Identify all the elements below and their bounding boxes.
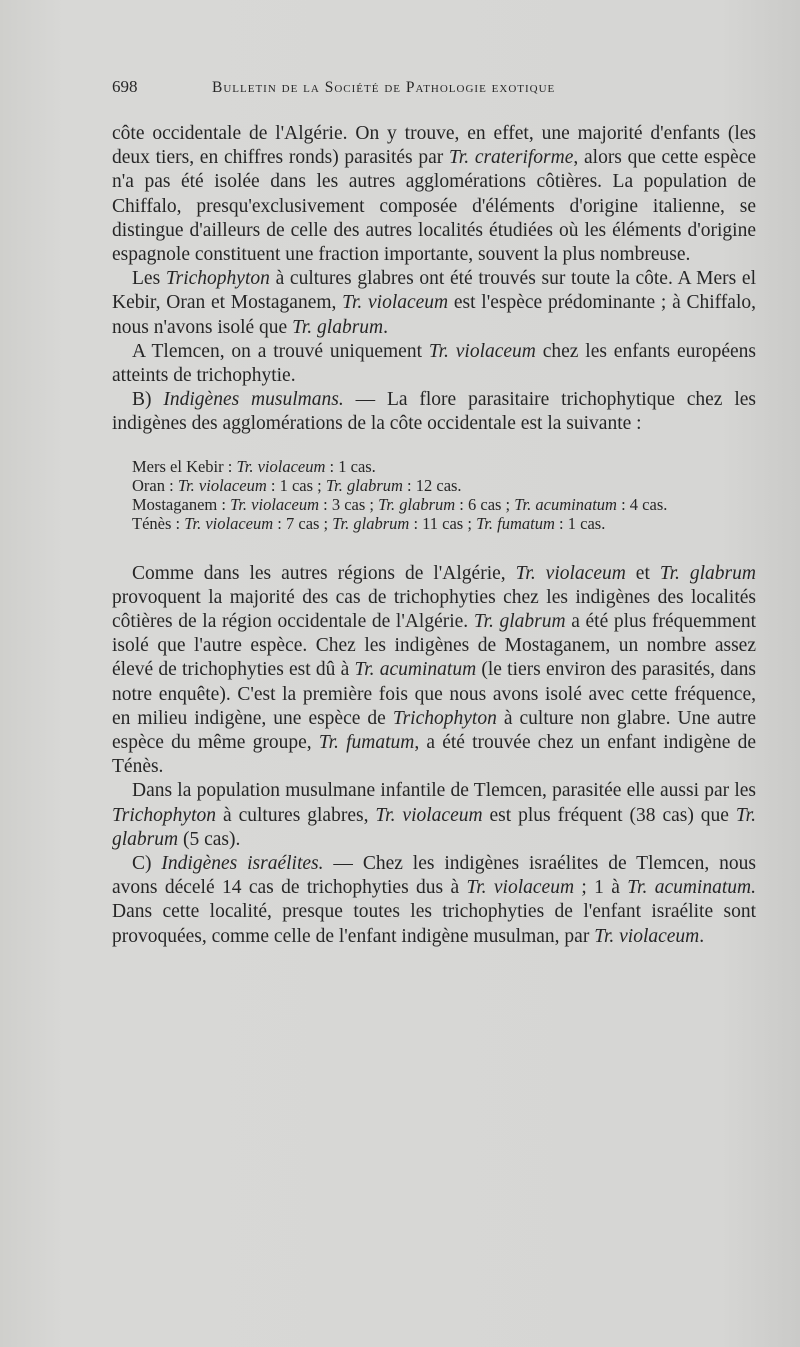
- paragraph-glabrous-cultures: Les Trichophyton à cultures glabres ont été trouvés sur toute la côte. A Mers el Kebir, Oran et Mostaganem, Tr. violaceum est l'espèce prédominante ; à Chiffalo, nous n'avons isolé que Tr. glabrum.: [112, 268, 757, 338]
- case-list: [112, 457, 756, 533]
- article-body: [112, 122, 756, 949]
- page-header: [112, 77, 692, 101]
- paragraph-muslim-natives: B) Indigènes musulmans. — La flore parasitaire trichophytique chez les indigènes des agglomérations de la côte occidentale est la suivante :: [112, 389, 756, 435]
- case-item-tenes: Ténès : Tr. violaceum : 7 cas ; Tr. glabrum : 11 cas ; Tr. fumatum : 1 cas.: [132, 513, 606, 533]
- case-item-mers-el-kebir: Mers el Kebir : Tr. violaceum : 1 cas.: [132, 456, 376, 476]
- paragraph-tlemcen-muslims: Dans la population musulmane infantile de Tlemcen, parasitée elle aussi par les Trichophyton à cultures glabres, Tr. violaceum est plus fréquent (38 cas) que Tr. glabrum (5 cas).: [112, 780, 756, 850]
- case-item-mostaganem: Mostaganem : Tr. violaceum : 3 cas ; Tr. glabrum : 6 cas ; Tr. acuminatum : 4 cas.: [132, 494, 668, 514]
- running-title: Bulletin de la Société de Pathologie exotique: [212, 79, 556, 96]
- paragraph-coastal-natives: Comme dans les autres régions de l'Algérie, Tr. violaceum et Tr. glabrum provoquent la majorité des cas de trichophyties chez les indigènes des localités côtières de la région occidentale de l'Algérie. Tr. glabrum a été plus fréquemment isolé que l'autre espèce. Chez les indigènes de Mostaganem, un nombre assez élevé de trichophyties est dû à Tr. acuminatum (le tiers environ des parasités, dans notre enquête). C'est la première fois que nous avons isolé avec cette fréquence, en milieu indigène, une espèce de Trichophyton à culture non glabre. Une autre espèce du même groupe, Tr. fumatum, a été trouvée chez un enfant indigène de Ténès.: [112, 562, 757, 778]
- paragraph-tlemcen-europeans: A Tlemcen, on a trouvé uniquement Tr. violaceum chez les enfants européens atteints de trichophytie.: [112, 340, 756, 387]
- page-number: 698: [112, 77, 138, 96]
- paragraph-continuation: côte occidentale de l'Algérie. On y trouve, en effet, une majorité d'enfants (les deux tiers, en chiffres ronds) parasités par Tr. crateriforme, alors que cette espèce n'a pas été isolée dans les autres agglomérations côtières. La population de Chiffalo, presqu'exclusivement composée d'éléments d'origine italienne, se distingue d'ailleurs de celle des autres localités étudiées où les éléments d'origine espagnole constituent une fraction importante, souvent la plus nombreuse.: [112, 123, 757, 266]
- paragraph-israelite-natives: C) Indigènes israélites. — Chez les indigènes israélites de Tlemcen, nous avons décelé 14 cas de trichophyties dus à Tr. violaceum ; 1 à Tr. acuminatum. Dans cette localité, presque toutes les trichophyties de l'enfant israélite sont provoquées, comme celle de l'enfant indigène musulman, par Tr. violaceum.: [112, 853, 756, 947]
- case-item-oran: Oran : Tr. violaceum : 1 cas ; Tr. glabrum : 12 cas.: [132, 475, 462, 495]
